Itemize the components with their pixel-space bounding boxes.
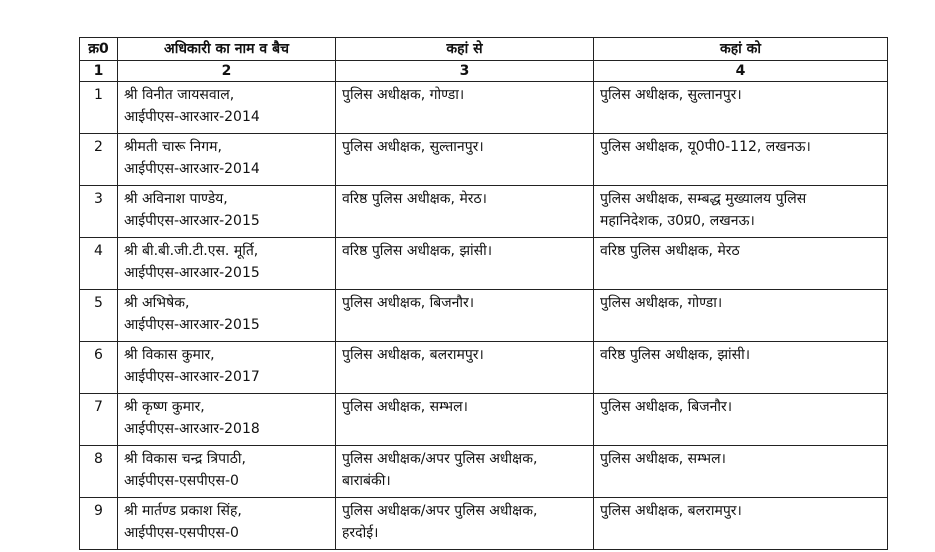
table-row bbox=[80, 134, 888, 186]
column-number: 3 bbox=[336, 61, 594, 82]
header-from: कहां से bbox=[336, 38, 594, 61]
transfer-list-document bbox=[79, 37, 887, 550]
table-row bbox=[80, 394, 888, 446]
serial-number-cell: 9 bbox=[80, 498, 118, 550]
from-posting-cell bbox=[336, 134, 594, 186]
to-posting-line: पुलिस अधीक्षक, सुल्तानपुर। bbox=[600, 87, 742, 103]
from-posting-cell bbox=[336, 82, 594, 134]
table-row bbox=[80, 186, 888, 238]
column-number-row bbox=[80, 61, 888, 82]
officer-batch: आईपीएस-आरआर-2017 bbox=[124, 369, 260, 385]
to-posting-cell bbox=[594, 238, 888, 290]
officer-cell bbox=[118, 82, 336, 134]
officer-cell bbox=[118, 186, 336, 238]
from-posting-cell bbox=[336, 498, 594, 550]
officer-cell bbox=[118, 342, 336, 394]
serial-number-cell: 3 bbox=[80, 186, 118, 238]
from-posting-line: वरिष्ठ पुलिस अधीक्षक, झांसी। bbox=[342, 243, 493, 259]
officer-name: श्री विकास कुमार, bbox=[124, 347, 215, 363]
to-posting-cell bbox=[594, 342, 888, 394]
header-row bbox=[80, 38, 888, 61]
to-posting-line: पुलिस अधीक्षक, सम्बद्ध मुख्यालय पुलिस bbox=[600, 191, 807, 207]
to-posting-line: पुलिस अधीक्षक, बलरामपुर। bbox=[600, 503, 742, 519]
table-row bbox=[80, 498, 888, 550]
officer-name: श्री अविनाश पाण्डेय, bbox=[124, 191, 228, 207]
to-posting-line: पुलिस अधीक्षक, बिजनौर। bbox=[600, 399, 733, 415]
officer-batch: आईपीएस-आरआर-2015 bbox=[124, 213, 260, 229]
from-posting-cell bbox=[336, 394, 594, 446]
officer-name: श्री बी.बी.जी.टी.एस. मूर्ति, bbox=[124, 243, 259, 259]
table-row bbox=[80, 82, 888, 134]
to-posting-cell bbox=[594, 446, 888, 498]
officer-batch: आईपीएस-आरआर-2018 bbox=[124, 421, 260, 437]
officer-batch: आईपीएस-आरआर-2014 bbox=[124, 109, 260, 125]
from-posting-line: पुलिस अधीक्षक, गोण्डा। bbox=[342, 87, 465, 103]
officer-cell bbox=[118, 238, 336, 290]
table-row bbox=[80, 342, 888, 394]
table-body bbox=[80, 82, 888, 550]
table-row bbox=[80, 446, 888, 498]
table-row bbox=[80, 238, 888, 290]
from-posting-line: पुलिस अधीक्षक, सुल्तानपुर। bbox=[342, 139, 484, 155]
to-posting-cell bbox=[594, 290, 888, 342]
officer-cell bbox=[118, 134, 336, 186]
officer-batch: आईपीएस-आरआर-2014 bbox=[124, 161, 260, 177]
from-posting-cell bbox=[336, 238, 594, 290]
column-number: 2 bbox=[118, 61, 336, 82]
to-posting-line: पुलिस अधीक्षक, सम्भल। bbox=[600, 451, 726, 467]
officer-name: श्री अभिषेक, bbox=[124, 295, 190, 311]
to-posting-cell bbox=[594, 498, 888, 550]
header-serial: क्र0 bbox=[80, 38, 118, 61]
officer-name: श्री विनीत जायसवाल, bbox=[124, 87, 235, 103]
to-posting-cell bbox=[594, 134, 888, 186]
to-posting-line: महानिदेशक, उ0प्र0, लखनऊ। bbox=[600, 213, 755, 229]
from-posting-line: पुलिस अधीक्षक, बिजनौर। bbox=[342, 295, 475, 311]
column-number: 1 bbox=[80, 61, 118, 82]
officer-name: श्री मार्तण्ड प्रकाश सिंह, bbox=[124, 503, 242, 519]
officer-batch: आईपीएस-आरआर-2015 bbox=[124, 317, 260, 333]
to-posting-cell bbox=[594, 82, 888, 134]
officer-batch: आईपीएस-एसपीएस-0 bbox=[124, 525, 239, 541]
officer-batch: आईपीएस-आरआर-2015 bbox=[124, 265, 260, 281]
officer-cell bbox=[118, 446, 336, 498]
from-posting-cell bbox=[336, 290, 594, 342]
table-row bbox=[80, 290, 888, 342]
officer-batch: आईपीएस-एसपीएस-0 bbox=[124, 473, 239, 489]
officer-name: श्री कृष्ण कुमार, bbox=[124, 399, 205, 415]
from-posting-line: पुलिस अधीक्षक/अपर पुलिस अधीक्षक, bbox=[342, 503, 538, 519]
to-posting-line: पुलिस अधीक्षक, गोण्डा। bbox=[600, 295, 723, 311]
from-posting-cell bbox=[336, 186, 594, 238]
serial-number-cell: 6 bbox=[80, 342, 118, 394]
header-to: कहां को bbox=[594, 38, 888, 61]
serial-number-cell: 7 bbox=[80, 394, 118, 446]
to-posting-line: पुलिस अधीक्षक, यू0पी0-112, लखनऊ। bbox=[600, 139, 811, 155]
transfer-table bbox=[79, 37, 888, 550]
from-posting-line: पुलिस अधीक्षक, सम्भल। bbox=[342, 399, 468, 415]
serial-number-cell: 4 bbox=[80, 238, 118, 290]
to-posting-line: वरिष्ठ पुलिस अधीक्षक, मेरठ bbox=[600, 243, 740, 259]
from-posting-line: हरदोई। bbox=[342, 525, 379, 541]
from-posting-line: पुलिस अधीक्षक, बलरामपुर। bbox=[342, 347, 484, 363]
from-posting-cell bbox=[336, 446, 594, 498]
from-posting-line: पुलिस अधीक्षक/अपर पुलिस अधीक्षक, bbox=[342, 451, 538, 467]
from-posting-line: बाराबंकी। bbox=[342, 473, 391, 489]
officer-cell bbox=[118, 290, 336, 342]
to-posting-cell bbox=[594, 394, 888, 446]
from-posting-cell bbox=[336, 342, 594, 394]
column-number: 4 bbox=[594, 61, 888, 82]
from-posting-line: वरिष्ठ पुलिस अधीक्षक, मेरठ। bbox=[342, 191, 487, 207]
serial-number-cell: 5 bbox=[80, 290, 118, 342]
officer-cell bbox=[118, 498, 336, 550]
serial-number-cell: 2 bbox=[80, 134, 118, 186]
serial-number-cell: 1 bbox=[80, 82, 118, 134]
header-officer-name-batch: अधिकारी का नाम व बैच bbox=[118, 38, 336, 61]
to-posting-line: वरिष्ठ पुलिस अधीक्षक, झांसी। bbox=[600, 347, 751, 363]
to-posting-cell bbox=[594, 186, 888, 238]
serial-number-cell: 8 bbox=[80, 446, 118, 498]
officer-cell bbox=[118, 394, 336, 446]
officer-name: श्री विकास चन्द्र त्रिपाठी, bbox=[124, 451, 246, 467]
officer-name: श्रीमती चारू निगम, bbox=[124, 139, 222, 155]
